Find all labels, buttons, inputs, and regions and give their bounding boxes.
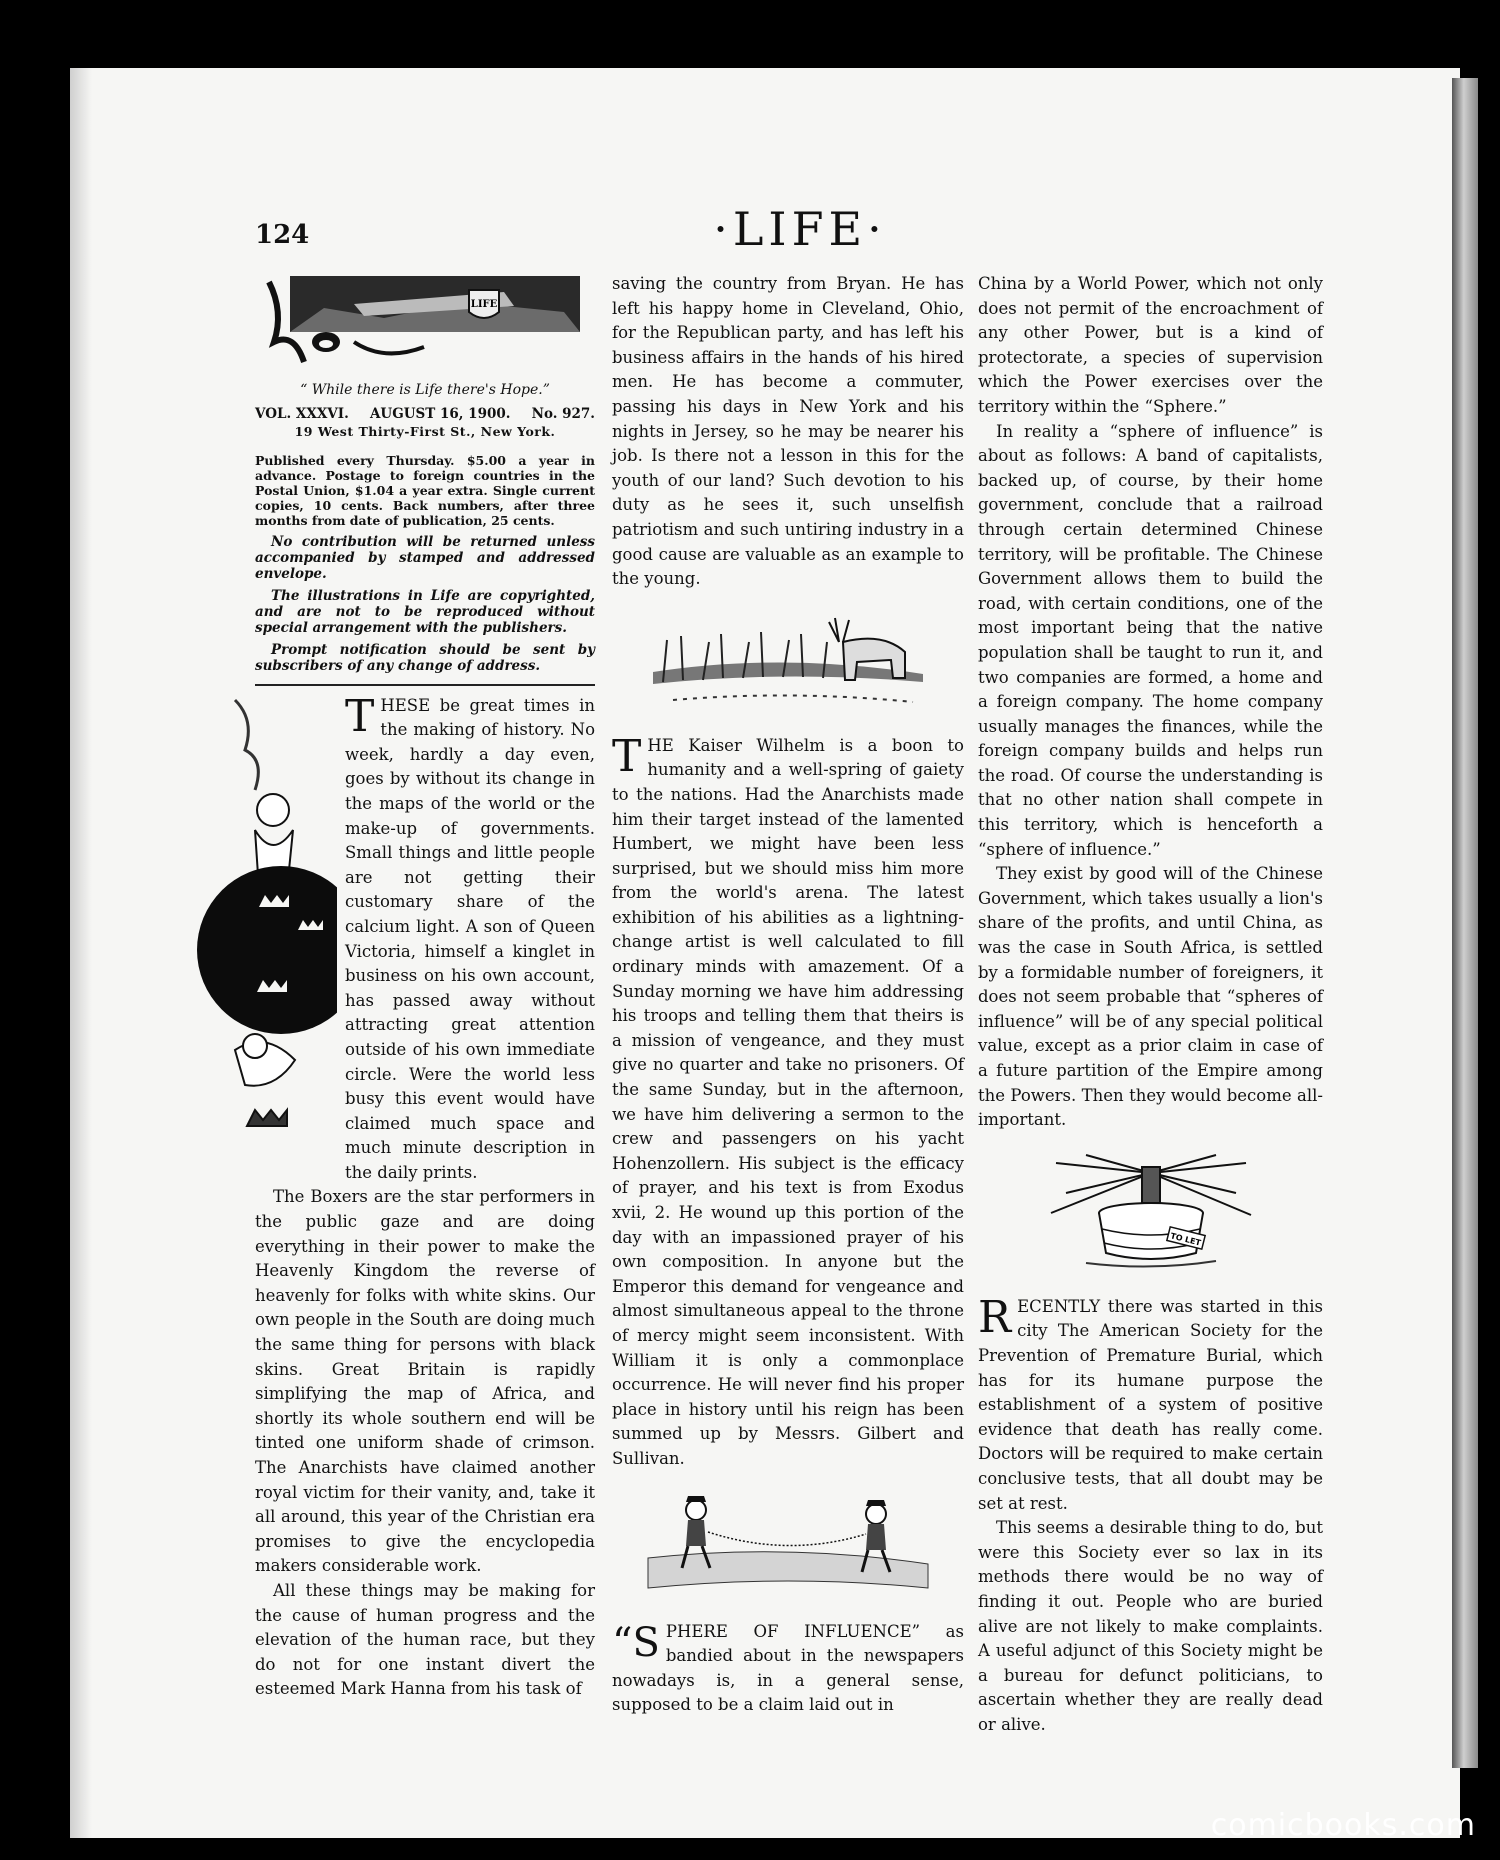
- drop-cap: R: [978, 1291, 1012, 1343]
- sphere-explanation-paragraph: In reality a “sphere of influence” is about as follows: A band of capitalists, backed up, of course, by their home government, conclude that a railroad through certain determined Chinese territory, will be profitable. The Chinese Government allows them to build the road, with certain conditions, one of the most important being that the native population shall be taught to run it, and two companies are formed, a home and a foreign company. The home company usually manages the finances, while the foreign company builds and helps run the road. Of course the understanding is that no other nation shall compete in this territory, which is henceforth a “sphere of influence.”: [978, 421, 1323, 859]
- book-spine: [1452, 78, 1478, 1768]
- shield-logo-text: LIFE: [470, 299, 498, 310]
- sphere-of-influence-paragraph: “SPHERE OF INFLUENCE” as bandied about in the newspapers nowadays is, in a general sense, supposed to be a claim laid out in: [612, 1619, 964, 1715]
- address-change-notice: Prompt notification should be sent by subscribers of any change of address.: [255, 641, 595, 674]
- column-2: [612, 272, 964, 1718]
- drop-cap: “S: [612, 1619, 660, 1666]
- lead-paragraph: THESE be great times in the making of history. No week, hardly a day even, goes by without its change in the maps of the world or the make-up of governments. Small things and little people are not getting their customary share of the calcium light. A son of Queen Victoria, himself a kinglet in business on his own account, has passed away without attracting great attention outside of his own immediate circle. Were the world less busy this event would have claimed much space and much minute description in the daily prints.: [345, 690, 595, 1182]
- column-1: [255, 272, 595, 1702]
- boxers-paragraph: The Boxers are the star performers in the public gaze and are doing everything in their power to make the Heavenly Kingdom the reverse of heavenly for folks with white skins. Our own people in the South are doing much the same thing for persons with black skins. Great Britain is rapidly simplifying the map of Africa, and shortly its whole southern end will be tinted one uniform shade of crimson. The Anarchists have claimed another royal victim for their vanity, and, take it all around, this year of the Christian era promises to give the encyclopedia makers considerable work.: [255, 1187, 595, 1576]
- volume-number: VOL. XXXVI.: [255, 405, 349, 422]
- watermark: comicbooks.com: [1210, 1808, 1476, 1843]
- sphere-continued-paragraph: China by a World Power, which not only does not permit of the encroachment of any other Power, but is a kind of protectorate, a species of supervision which the Power exercises over the territory within the “Sphere.”: [978, 274, 1323, 416]
- moose-in-marsh-illustration: [643, 612, 933, 712]
- sphere-value-paragraph: They exist by good will of the Chinese Government, which takes usually a lion's share of the profits, and until China, as was the case in South Africa, is settled by a formidable number of foreigners, it does not seem probable that “spheres of influence” will be of any special political value, except as a prior claim in case of a future partition of the Empire among the Powers. Then they would become all-important.: [978, 864, 1323, 1130]
- masthead-title: ·LIFE·: [713, 202, 887, 256]
- issue-number: No. 927.: [531, 405, 595, 422]
- hanna-paragraph: All these things may be making for the cause of human progress and the elevation of the human race, but they do not for one instant divert the esteemed Mark Hanna from his task of: [255, 1580, 595, 1699]
- volume-line: [255, 405, 595, 423]
- copyright-notice: The illustrations in Life are copyrighted, and are not to be reproduced without special arrangement with the publishers.: [255, 587, 595, 636]
- publication-terms: Published every Thursday. $5.00 a year in advance. Postage to foreign countries in the Postal Union, $1.04 a year extra. Single current copies, 10 cents. Back numbers, after three months from date of publication, 25 cents.: [255, 452, 595, 528]
- motto: “ While there is Life there's Hope.”: [300, 382, 550, 398]
- life-shield-icon: [469, 290, 499, 318]
- page-gutter-shadow: [70, 68, 92, 1838]
- cherub-globe-illustration: [195, 690, 337, 1170]
- drop-cap: T: [612, 730, 642, 782]
- premature-burial-paragraph: RECENTLY there was started in this city The American Society for the Prevention of Premature Burial, which has for its humane purpose the establishment of a system of positive evidence that death has really come. Doctors will be required to make certain conclusive tests, that all doubt may be set at rest.: [978, 1291, 1323, 1513]
- contribution-notice: No contribution will be returned unless accompanied by stamped and addressed envelope.: [255, 533, 595, 582]
- society-commentary-paragraph: This seems a desirable thing to do, but were this Society ever so lax in its methods there would be no way of finding it out. People who are buried alive are not likely to make complaints. A useful adjunct of this Society might be a bureau for defunct politicians, to ascertain whether they are really dead or alive.: [978, 1518, 1323, 1734]
- publisher-address: 19 West Thirty-First St., New York.: [294, 423, 556, 439]
- issue-date: AUGUST 16, 1900.: [369, 405, 511, 422]
- column-3: [978, 272, 1323, 1737]
- to-let-barrel-illustration: [1046, 1153, 1256, 1273]
- tug-of-war-illustration: [638, 1488, 938, 1598]
- hanna-continued-paragraph: saving the country from Bryan. He has left his happy home in Cleveland, Ohio, for the Republican party, and has left his business affairs in the hands of his hired men. He has become a commuter, passing his days in New York and his nights in Jersey, so he may be nearer his job. Is there not a lesson in this for the youth of our land? Such devotion to his duty as he sees it, such unselfish patriotism and such untiring industry in a good cause are valuable as an example to the young.: [612, 274, 964, 589]
- page-number: 124: [255, 220, 310, 250]
- kaiser-paragraph: THE Kaiser Wilhelm is a boon to humanity and a well-spring of gaiety to the nations. Had the Anarchists made him their target instead of the lamented Humbert, we might have been less surprised, but we should miss him more from the world's arena. The latest exhibition of his abilities as a lightning-change artist is well calculated to fill ordinary minds with amazement. Of a Sunday morning we have him addressing his troops and telling them that theirs is a mission of vengeance, and they must give no quarter and take no prisoners. Of the same Sunday, but in the afternoon, we have him delivering a sermon to the crew and passengers on his yacht Hohenzollern. His subject is the efficacy of prayer, and his text is from Exodus xvii, 2. He wound up this portion of the day with an impassioned prayer of his own composition. In anyone but the Emperor this demand for vengeance and almost simultaneous appeal to the throne of mercy might seem inconsistent. With William it is only a commonplace occurrence. He will never find his proper place in history until his reign has been summed up by Messrs. Gilbert and Sullivan.: [612, 730, 964, 1468]
- drop-cap: T: [345, 690, 375, 742]
- section-divider: [255, 684, 595, 686]
- masthead-vignette-illustration: [264, 272, 586, 372]
- to-let-sign: TO LET: [1168, 1231, 1202, 1248]
